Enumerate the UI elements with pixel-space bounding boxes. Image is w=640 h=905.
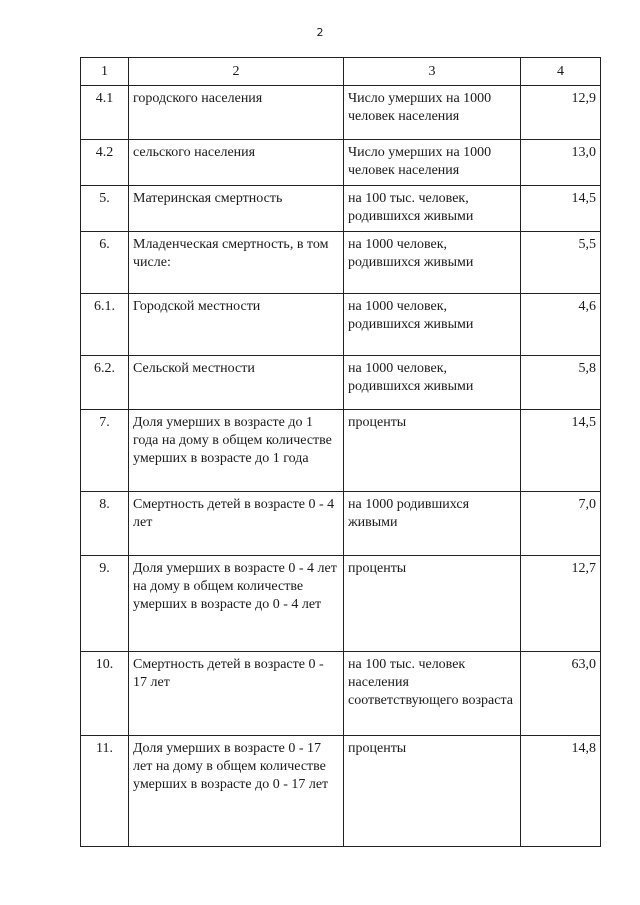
row-number: 4.1	[81, 86, 129, 140]
indicator-value: 12,7	[521, 556, 601, 652]
unit-of-measure: Число умерших на 1000 человек населения	[344, 86, 521, 140]
indicator-name: Доля умерших в возрасте 0 - 17 лет на дому в общем количестве умерших в возрасте до 0 - 17 лет	[129, 736, 344, 847]
table-row	[81, 86, 601, 140]
table-row	[81, 736, 601, 847]
indicator-value: 14,5	[521, 186, 601, 232]
header-col-2: 2	[129, 58, 344, 86]
table-row	[81, 652, 601, 736]
indicator-name: Доля умерших в возрасте 0 - 4 лет на дому в общем количестве умерших в возрасте до 0 - 4 лет	[129, 556, 344, 652]
row-number: 8.	[81, 492, 129, 556]
table-row	[81, 556, 601, 652]
unit-of-measure: на 1000 человек, родившихся живыми	[344, 294, 521, 356]
indicator-value: 14,5	[521, 410, 601, 492]
unit-of-measure: на 1000 человек, родившихся живыми	[344, 356, 521, 410]
indicator-value: 7,0	[521, 492, 601, 556]
indicator-name: Младенческая смертность, в том числе:	[129, 232, 344, 294]
indicator-value: 5,5	[521, 232, 601, 294]
table-row	[81, 492, 601, 556]
table-row	[81, 356, 601, 410]
unit-of-measure: на 100 тыс. человек, родившихся живыми	[344, 186, 521, 232]
row-number: 7.	[81, 410, 129, 492]
header-col-1: 1	[81, 58, 129, 86]
row-number: 10.	[81, 652, 129, 736]
row-number: 11.	[81, 736, 129, 847]
row-number: 6.	[81, 232, 129, 294]
row-number: 6.1.	[81, 294, 129, 356]
table-header-row	[81, 58, 601, 86]
indicator-name: сельского населения	[129, 140, 344, 186]
row-number: 5.	[81, 186, 129, 232]
indicator-value: 12,9	[521, 86, 601, 140]
table-row	[81, 410, 601, 492]
row-number: 4.2	[81, 140, 129, 186]
unit-of-measure: проценты	[344, 410, 521, 492]
indicator-value: 14,8	[521, 736, 601, 847]
header-col-3: 3	[344, 58, 521, 86]
row-number: 6.2.	[81, 356, 129, 410]
indicator-name: Смертность детей в возрасте 0 - 17 лет	[129, 652, 344, 736]
table-row	[81, 140, 601, 186]
indicator-name: Городской местности	[129, 294, 344, 356]
indicator-name: Сельской местности	[129, 356, 344, 410]
unit-of-measure: на 100 тыс. человек населения соответствующего возраста	[344, 652, 521, 736]
table-row	[81, 294, 601, 356]
indicator-value: 63,0	[521, 652, 601, 736]
indicator-value: 4,6	[521, 294, 601, 356]
indicator-value: 5,8	[521, 356, 601, 410]
indicator-name: Доля умерших в возрасте до 1 года на дому в общем количестве умерших в возрасте до 1 года	[129, 410, 344, 492]
indicator-value: 13,0	[521, 140, 601, 186]
indicator-name: Смертность детей в возрасте 0 - 4 лет	[129, 492, 344, 556]
table-row	[81, 232, 601, 294]
header-col-4: 4	[521, 58, 601, 86]
indicator-name: Материнская смертность	[129, 186, 344, 232]
unit-of-measure: проценты	[344, 556, 521, 652]
unit-of-measure: проценты	[344, 736, 521, 847]
indicators-table	[80, 57, 601, 847]
unit-of-measure: на 1000 человек, родившихся живыми	[344, 232, 521, 294]
page-number: 2	[316, 26, 324, 39]
row-number: 9.	[81, 556, 129, 652]
unit-of-measure: Число умерших на 1000 человек населения	[344, 140, 521, 186]
table-row	[81, 186, 601, 232]
unit-of-measure: на 1000 родившихся живыми	[344, 492, 521, 556]
indicator-name: городского населения	[129, 86, 344, 140]
